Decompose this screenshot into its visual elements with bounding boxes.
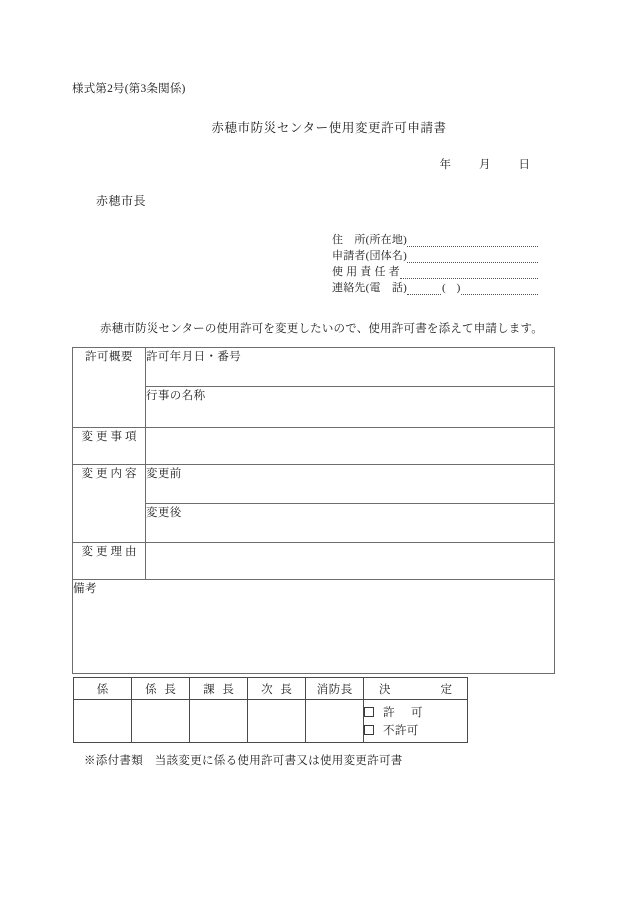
decision-option-approve-label: 許 可 [383,707,425,719]
table-row [73,543,555,580]
table-row [73,504,555,543]
form-number: 様式第2号(第3条関係) [72,83,186,95]
application-table [72,347,555,674]
addressee: 赤穂市長 [96,194,147,208]
checkbox-icon-reject[interactable] [364,725,374,735]
cell-change-reason[interactable] [146,543,555,580]
cell-before-change[interactable]: 変更前 [146,465,555,504]
responsible-person-label: 使 用 責 任 者 [332,266,400,278]
row-label-change-content: 変更内容 [73,465,146,543]
cell-permit-date-number[interactable]: 許可年月日・番号 [146,348,555,387]
footnote-attachments: ※添付書類 当該変更に係る使用許可書又は使用変更許可書 [84,755,403,767]
approval-header-clerk: 係 [74,678,132,700]
approval-header-section-chief: 課 長 [190,678,248,700]
page-title: 赤穂市防災センター使用変更許可申請書 [211,121,447,135]
table-row [73,348,555,387]
date-month-label: 月 [479,159,491,171]
applicant-address-row [332,231,538,247]
approval-stamp-section-chief[interactable] [190,700,248,743]
approval-table [73,677,468,743]
cell-change-items[interactable] [146,428,555,465]
decision-option-approve[interactable] [364,703,467,721]
applicant-name-row [332,247,538,263]
date-day-label: 日 [518,159,530,171]
approval-stamp-deputy-chief[interactable] [248,700,306,743]
table-row [73,428,555,465]
table-row [73,387,555,428]
approval-header-deputy-chief: 次 長 [248,678,306,700]
approval-stamp-clerk[interactable] [74,700,132,743]
contact-phone-area-input[interactable] [407,283,441,295]
decision-option-reject-label: 不許可 [383,725,419,737]
decision-option-reject[interactable] [364,721,467,739]
table-row [73,465,555,504]
checkbox-icon-approve[interactable] [364,707,374,717]
applicant-block [332,231,538,295]
responsible-person-row [332,263,538,279]
date-line [440,156,531,172]
row-label-permit-summary: 許可概要 [73,348,146,428]
applicant-address-label: 住 所(所在地) [332,234,407,246]
approval-header-fire-chief: 消防長 [306,678,364,700]
applicant-name-input[interactable] [407,251,538,263]
approval-stamp-chief-clerk[interactable] [132,700,190,743]
approval-header-chief-clerk: 係 長 [132,678,190,700]
contact-phone-row [332,279,538,295]
table-row [73,580,555,674]
decision-options [364,700,468,743]
contact-phone-parenthesis: ( ) [441,282,461,294]
intro-text: 赤穂市防災センターの使用許可を変更したいので、使用許可書を添えて申請します。 [100,323,543,335]
cell-after-change[interactable]: 変更後 [146,504,555,543]
row-label-change-reason: 変更理由 [73,543,146,580]
applicant-address-input[interactable] [407,235,538,247]
approval-header-decision: 決 定 [364,678,468,700]
approval-header-row [74,678,468,700]
row-label-change-items: 変更事項 [73,428,146,465]
contact-phone-number-input[interactable] [461,283,538,295]
approval-body-row [74,700,468,743]
contact-phone-label: 連絡先(電 話) [332,282,407,294]
applicant-name-label: 申請者(団体名) [332,250,407,262]
date-year-label: 年 [439,159,451,171]
cell-event-name[interactable]: 行事の名称 [146,387,555,428]
cell-remarks[interactable]: 備考 [73,580,555,674]
responsible-person-input[interactable] [400,267,538,279]
approval-stamp-fire-chief[interactable] [306,700,364,743]
